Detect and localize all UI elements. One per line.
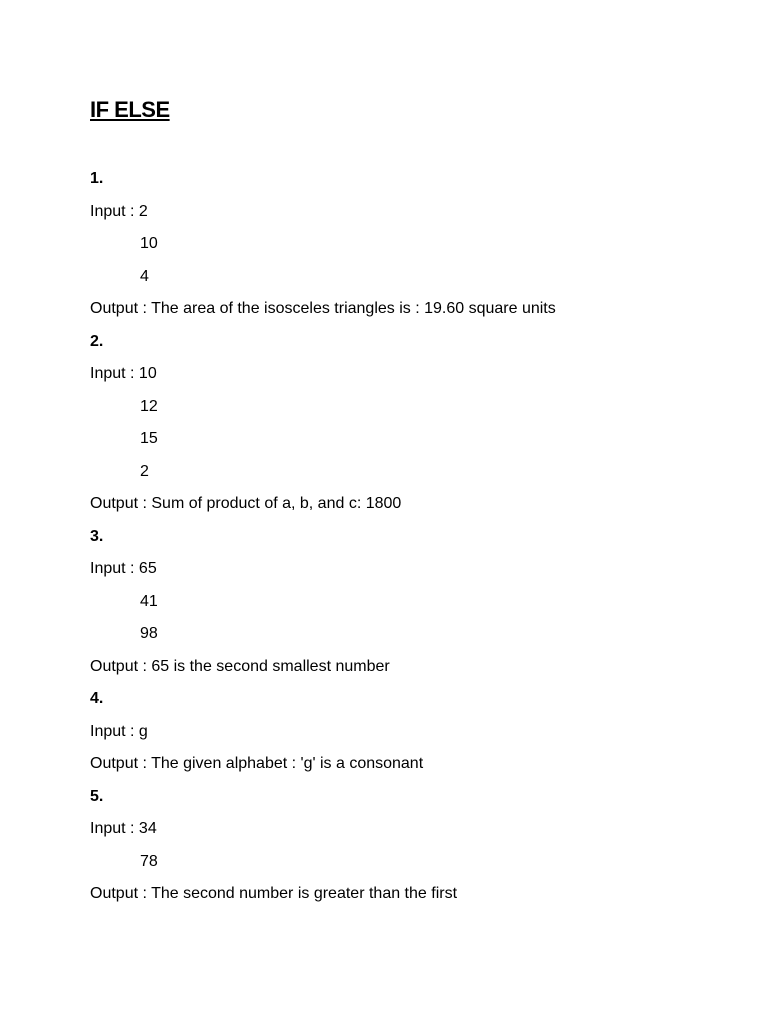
input-line: Input : 2 — [90, 202, 148, 220]
input-line: Input : 65 — [90, 560, 157, 577]
output-line: Output : Sum of product of a, b, and c: 1800 — [90, 495, 402, 512]
input-value: 2 — [140, 462, 149, 480]
input-value: 12 — [140, 397, 158, 415]
output-line: Output : The second number is greater than the first — [90, 885, 458, 902]
page-title: IF ELSE — [90, 97, 170, 122]
input-line: Input : 34 — [90, 820, 157, 837]
section-number: 2. — [90, 332, 104, 350]
input-line: Input : 10 — [90, 365, 157, 382]
section-number: 1. — [90, 170, 104, 187]
input-value: 41 — [140, 592, 158, 610]
output-line: Output : The given alphabet : 'g' is a consonant — [90, 755, 424, 772]
input-value: 15 — [140, 430, 158, 447]
output-line: Output : 65 is the second smallest number — [90, 657, 390, 675]
input-value: 10 — [140, 235, 158, 252]
section-number: 5. — [90, 787, 104, 805]
section-number: 3. — [90, 527, 104, 545]
output-line: Output : The area of the isosceles triangles is : 19.60 square units — [90, 300, 556, 317]
section-number: 4. — [90, 690, 104, 707]
input-line: Input : g — [90, 722, 148, 740]
document-body — [90, 166, 750, 914]
input-value: 98 — [140, 625, 158, 642]
input-value: 4 — [140, 267, 149, 285]
input-value: 78 — [140, 852, 158, 870]
